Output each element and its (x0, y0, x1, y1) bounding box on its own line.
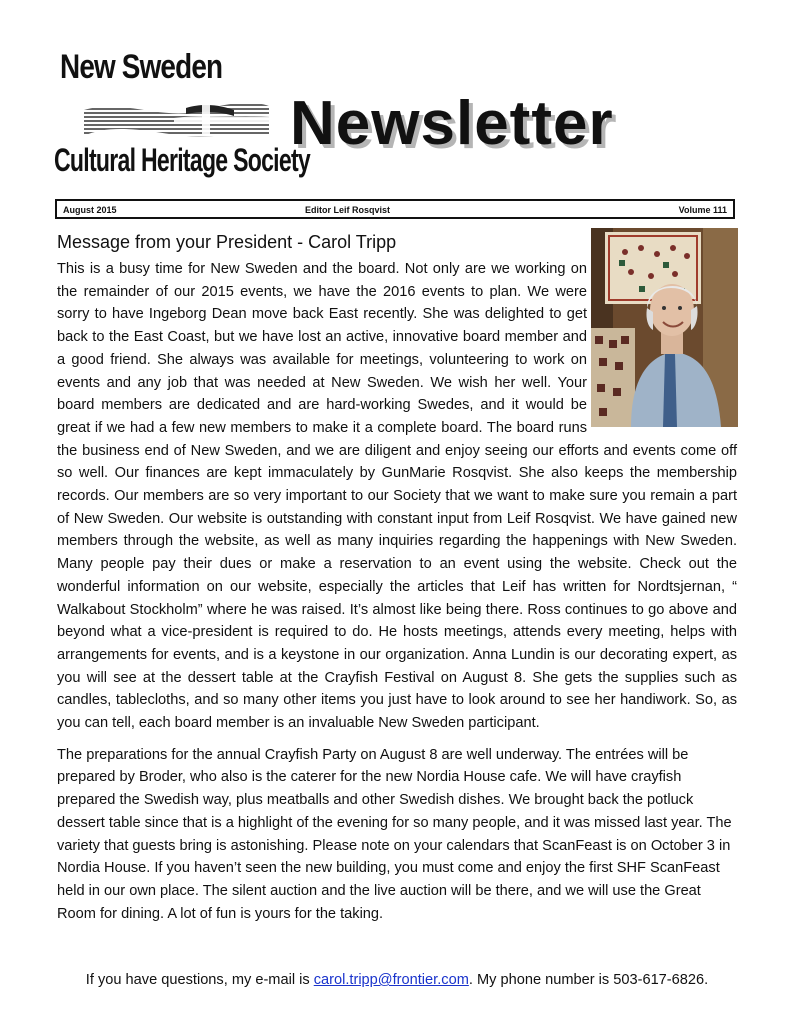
contact-suffix: . My phone number is 503-617-6826. (468, 972, 709, 988)
logo-line-new-sweden: New Sweden (60, 48, 223, 86)
article-paragraph-1: This is a busy time for New Sweden and the board. Not only are we working on the remainder of our 2015 events, we have the 2016 events to plan. We were sorry to have Ingeborg Dean move back East recently. She was delighted to get back to the East Coast, but we have lost an active, innovative board member and a good friend. She always was available for meetings, volunteering to work on events and any job that was needed at New Sweden. We wish her well. Your board members are dedicated and are hard-working Swedes, and it would be great if we had a few new members to make it a complete board. The board runs the business end of New Sweden, and we are diligent and enjoy seeing our efforts and events come off so well. Our finances are kept immaculately by GunMarie Rosqvist. She also keeps the membership records. Our members are so very important to our Society that we want to make sure you remain a part of New Sweden. Our website is outstanding with constant input from Leif Rosqvist. We have gained new members through the website, as well as many inquiries regarding the happenings with New Sweden. Many people pay their dues or make a reservation to an event using the website. Check out the wonderful information on our website, especially the articles that Leif has written for Nordtsjernan, “ Walkabout Stockholm” where he was raised. It’s almost like being there. Ross continues to go above and beyond what a vice-president is required to do. He hosts meetings, attends every meeting, helps with arrangements for events, and is a keystone in our organization. Anna Lundin is our decorating expert, as you will see at the dessert table at the Crayfish Festival on August 8. She gets the supplies such as candles, tablecloths, and so many other items you just have to look around to see her handiwork. So, as you can tell, each board member is an invaluable New Sweden participant. (57, 261, 737, 732)
article-body (57, 258, 737, 934)
article-paragraph-2: The preparations for the annual Crayfish Party on August 8 are well underway. The entrées will be prepared by Broder, who also is the caterer for the new Nordia House cafe. We will have crayfish prepared the Swedish way, plus meatballs and other Swedish dishes. We brought back the potluck dessert table since that is a highlight of the evening for so many people, and it was missed last year. The variety that guests bring is astonishing. Please note on your calendars that ScanFeast is on October 3 in Nordia House. If you haven’t seen the new building, you must come and enjoy the first SHF ScanFeast held in our own place. The silent auction and the live auction will be there, and we will use the Great Room for dining. A lot of fun is yours for the taking. (57, 746, 732, 922)
waving-flag-icon (74, 96, 274, 142)
article-heading: Message from your President - Carol Tripp (57, 232, 397, 252)
society-logo (52, 48, 310, 190)
photo-wrap-spacer (587, 258, 737, 438)
issue-date: August 2015 (63, 205, 117, 215)
contact-prefix: If you have questions, my e-mail is (85, 972, 314, 988)
issue-editor: Editor Leif Rosqvist (305, 205, 391, 215)
newsletter-title: Newsletter (290, 89, 614, 158)
issue-info-bar (55, 199, 735, 219)
contact-line (57, 972, 737, 988)
logo-line-cultural-heritage: Cultural Heritage Society (54, 142, 310, 178)
issue-volume: Volume 111 (678, 205, 727, 215)
email-link[interactable]: carol.tripp@frontier.com (313, 972, 469, 988)
